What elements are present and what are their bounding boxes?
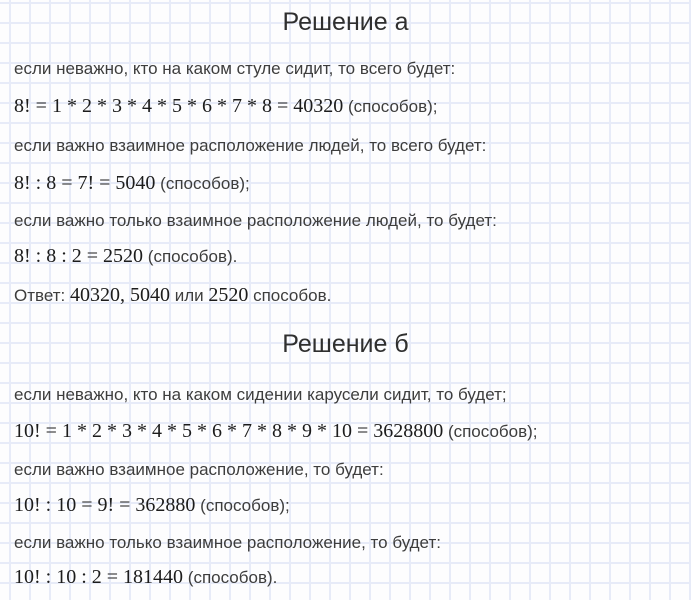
explanation-line: если важно взаимное расположение людей, то всего будет: (14, 136, 487, 155)
explanation-line: если неважно, кто на каком сидении карусели сидит, то будет; (14, 385, 507, 404)
section-b-title: Решение б (282, 330, 409, 358)
solution-document (0, 6, 691, 590)
formula-line (14, 172, 677, 196)
formula-expression: 10! : 10 = 9! = 362880 (14, 494, 196, 516)
explanation-line: если неважно, кто на каком стуле сидит, то всего будет: (14, 59, 456, 78)
formula-unit: (способов); (155, 174, 250, 193)
answer-value: 2520 (208, 284, 249, 306)
formula-unit: (способов); (195, 496, 290, 515)
formula-unit: (способов). (143, 247, 238, 266)
answer-conjunction: или (169, 286, 209, 305)
formula-line (14, 494, 677, 518)
formula-expression: 10! : 10 : 2 = 181440 (14, 566, 184, 588)
explanation-line: если важно только взаимное расположение, то будет: (14, 533, 441, 552)
formula-unit: (способов); (443, 422, 538, 441)
explanation-line: если важно только взаимное расположение людей, то будет: (14, 211, 497, 230)
formula-line (14, 420, 677, 444)
formula-unit: (способов). (183, 568, 278, 587)
explanation-line: если важно взаимное расположение, то будет: (14, 460, 384, 479)
section-a-title: Решение а (282, 8, 409, 36)
formula-unit: (способов); (343, 97, 438, 116)
answer-label: Ответ: (14, 286, 70, 305)
formula-expression: 8! : 8 : 2 = 2520 (14, 245, 144, 267)
answer-line (14, 284, 677, 308)
formula-expression: 8! : 8 = 7! = 5040 (14, 172, 156, 194)
formula-expression: 10! = 1 * 2 * 3 * 4 * 5 * 6 * 7 * 8 * 9 * 10 = 3628800 (14, 420, 444, 442)
formula-line (14, 566, 677, 590)
formula-expression: 8! = 1 * 2 * 3 * 4 * 5 * 6 * 7 * 8 = 40320 (14, 95, 344, 117)
formula-line (14, 245, 677, 269)
answer-unit: способов. (248, 286, 332, 305)
formula-line (14, 95, 677, 119)
answer-value: 40320, 5040 (69, 284, 170, 306)
